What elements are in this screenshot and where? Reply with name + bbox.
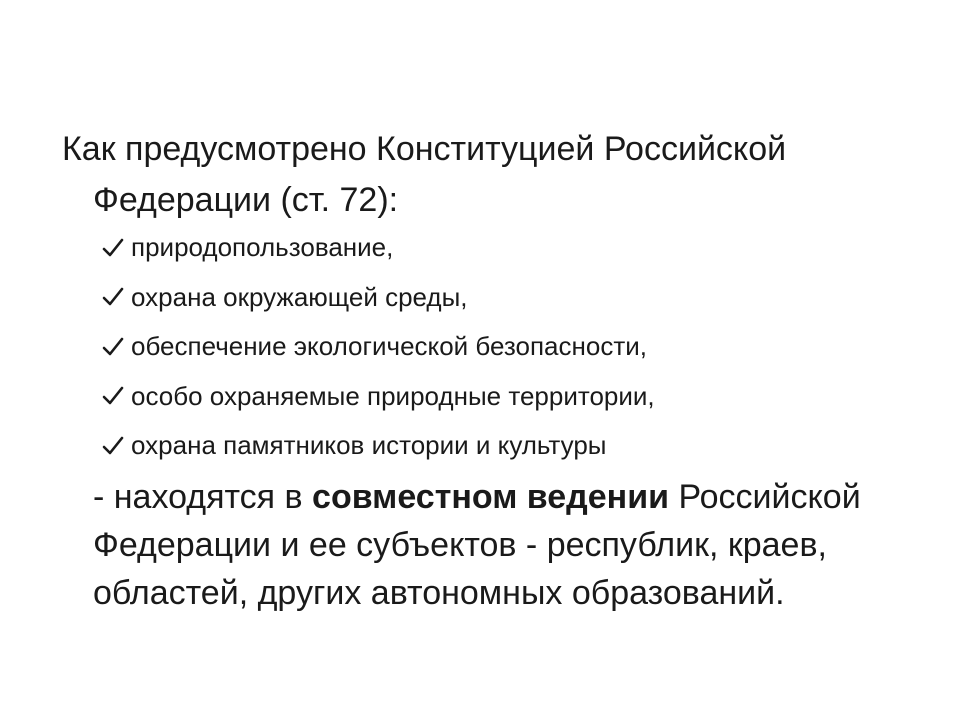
list-item [102,421,655,471]
list-item-text: природопользование, [131,232,394,262]
conclusion-prefix: - находятся в [93,478,313,516]
intro-line-2: Федерации (ст. 72): [93,181,399,219]
list-item-text: особо охраняемые природные территории, [131,380,655,411]
check-icon [102,336,124,358]
list-item [102,322,655,372]
intro-line-1: Как предусмотрено Конституцией Российской [62,130,787,168]
list-item [102,372,655,422]
conclusion-paragraph [93,473,933,617]
list-item-text: обеспечение экологической безопасности, [131,331,647,361]
list-item-text: охрана окружающей среды, [131,281,468,312]
check-icon [102,435,124,457]
check-icon [102,286,124,308]
conclusion-line-2: Федерации и ее субъектов - республик, краев, [93,526,827,564]
check-icon [102,237,124,259]
list-item-text: охрана памятников истории и культуры [131,430,607,460]
checklist [102,223,655,471]
intro-paragraph [62,124,912,226]
check-icon [102,385,124,407]
conclusion-emphasis: совместном ведении [312,478,669,516]
list-item [102,273,655,323]
list-item [102,223,655,273]
conclusion-line-3: областей, других автономных образований. [93,574,785,612]
conclusion-after-emphasis: Российской [669,478,861,516]
